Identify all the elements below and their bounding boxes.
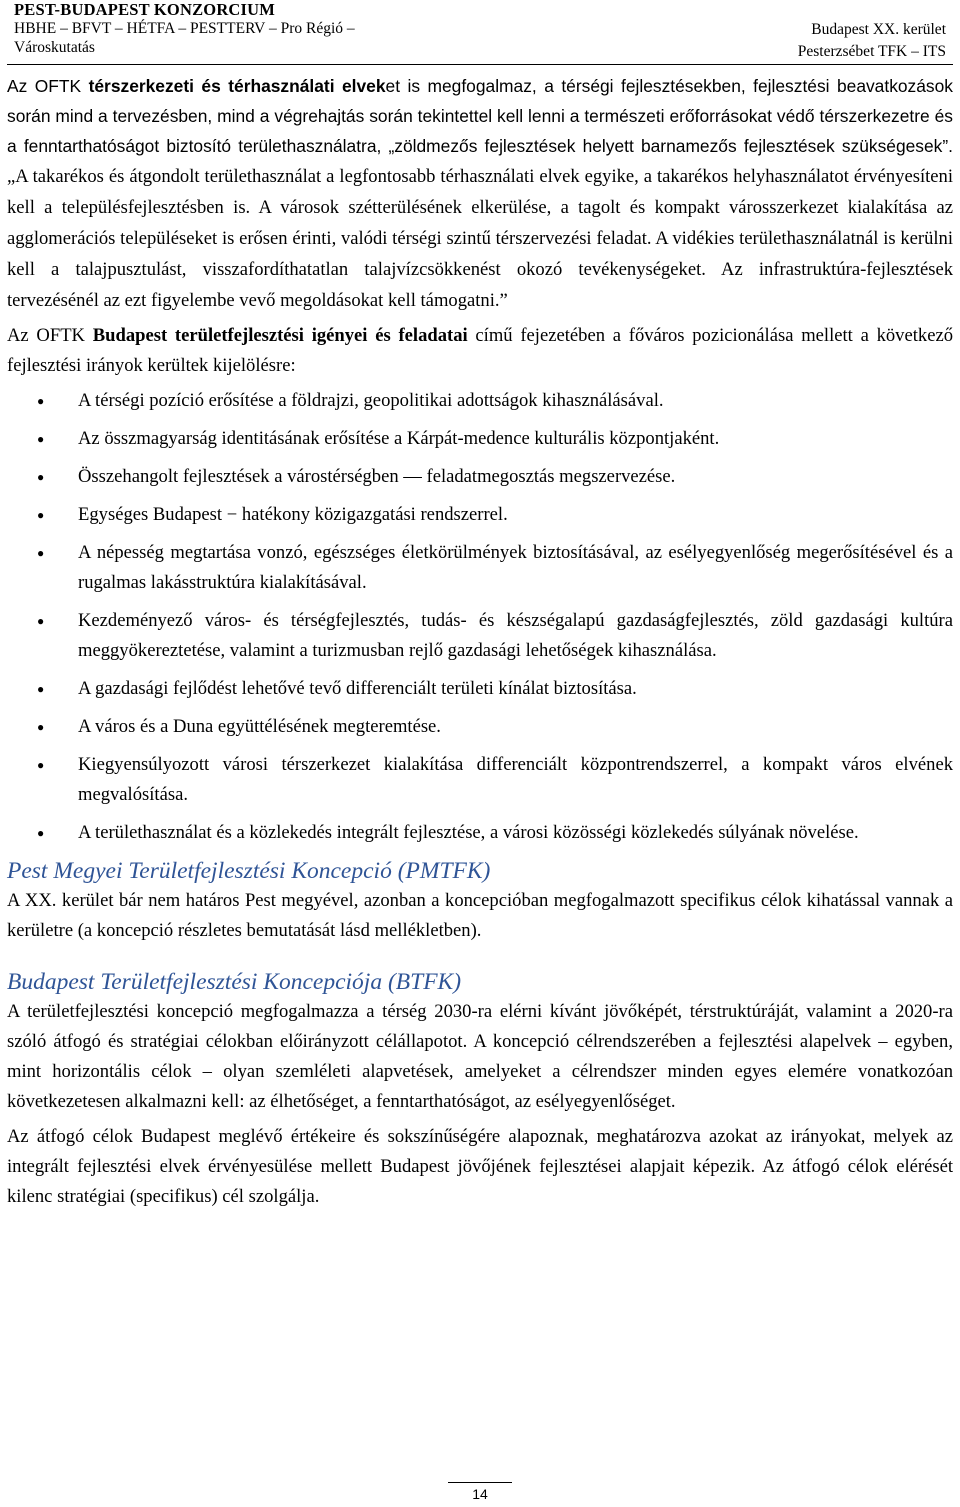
header-document-type: Pesterzsébet TFK – ITS bbox=[797, 43, 946, 60]
list-item-text: A területhasználat és a közlekedés integrált fejlesztése, a városi közösségi közlekedés súlyának növelése. bbox=[78, 822, 859, 843]
bullet-icon: ● bbox=[37, 508, 45, 522]
quote-run: „A takarékos és átgondolt területhasználat a legfontosabb térhasználati elvek egyike, a takarékos helyhasználatot érvényesíteni kell a településfejlesztésben is. bbox=[7, 166, 953, 218]
bullet-icon: ● bbox=[37, 758, 45, 772]
bullet-icon: ● bbox=[37, 394, 45, 408]
page-number: 14 bbox=[448, 1482, 512, 1503]
list-item-text: A térségi pozíció erősítése a földrajzi, geopolitikai adottságok kihasználásával. bbox=[78, 390, 664, 411]
list-item-text: Egységes Budapest − hatékony közigazgatási rendszerrel. bbox=[78, 504, 508, 525]
list-item bbox=[7, 538, 953, 598]
header-partners-cont: Városkutatás bbox=[14, 39, 95, 56]
text-run: Az OFTK bbox=[7, 325, 93, 346]
list-item bbox=[7, 462, 953, 492]
header-partners: HBHE – BFVT – HÉTFA – PESTTERV – Pro Régió – bbox=[14, 20, 355, 37]
list-item bbox=[7, 424, 953, 454]
bold-term: térszerkezeti és térhasználati elvek bbox=[88, 76, 386, 96]
list-item-text: A gazdasági fejlődést lehetővé tevő differenciált területi kínálat biztosítása. bbox=[78, 678, 637, 699]
list-item bbox=[7, 386, 953, 416]
list-item-text: Kiegyensúlyozott városi térszerkezet kialakítása differenciált központrendszerrel, a kompakt város elvének megvalósítása. bbox=[78, 754, 953, 805]
section-heading-btfk: Budapest Területfejlesztési Koncepciója (BTFK) bbox=[7, 969, 462, 995]
text-run: Az OFTK bbox=[7, 76, 89, 96]
text-run: című fejezetében a főváros pozicionálása mellett a következő fejlesztési irányok kerültek kijelölésre: bbox=[7, 325, 953, 376]
list-item bbox=[7, 606, 953, 666]
list-item-text: Összehangolt fejlesztések a várostérségben ― feladatmegosztás megszervezése. bbox=[78, 466, 676, 487]
bullet-icon: ● bbox=[37, 546, 45, 560]
list-item bbox=[7, 818, 953, 848]
list-item-text: Kezdeményező város- és térségfejlesztés, tudás- és készségalapú gazdaságfejlesztés, zöld gazdasági kultúra meggyökereztetése, valamint a turizmusban rejlő gazdasági lehetőségek kihasználása. bbox=[78, 610, 953, 661]
page-header bbox=[7, 0, 953, 65]
page-footer bbox=[0, 1482, 960, 1503]
list-item-text: Az összmagyarság identitásának erősítése a Kárpát-medence kulturális központjaként. bbox=[78, 428, 720, 449]
list-item-text: A népesség megtartása vonzó, egészséges életkörülmények biztosításával, az esélyegyenlőség megerősítésével és a rugalmas lakásstruktúra kialakításával. bbox=[78, 542, 953, 593]
paragraph-pmtfk: A XX. kerület bár nem határos Pest megyével, azonban a koncepcióban megfogalmazott specifikus célok kihatással vannak a kerületre (a koncepció részletes bemutatását lásd mellékletben). bbox=[7, 890, 953, 941]
list-item bbox=[7, 674, 953, 704]
paragraph-btfk-2: Az átfogó célok Budapest meglévő értékeire és sokszínűségére alapoznak, meghatározva azokat az irányokat, melyek az integrált fejlesztési elvek érvényesülése mellett Budapest jövőjének fejlesztései alapjait képezik. Az átfogó célok elérését kilenc stratégiai (specifikus) cél szolgálja. bbox=[7, 1126, 953, 1207]
development-directions-list bbox=[7, 386, 953, 848]
bullet-icon: ● bbox=[37, 682, 45, 696]
bullet-icon: ● bbox=[37, 432, 45, 446]
quote-run-cont: A városok szétterülésének elkerülése, a tagolt és kompakt városszerkezet kialakítása az agglomerációs településeket is erősen érinti, valódi térségi szintű térszervezési feladat. A vidékies területhasználatnál is kerülni kell a talajpusztulást, visszafordíthatatlan talajvízcsökkenést okozó tevékenységeket. Az infrastruktúra-fejlesztések tervezésénél az ezt figyelembe vevő megoldásokat kell támogatni.” bbox=[7, 197, 954, 311]
bullet-icon: ● bbox=[37, 614, 45, 628]
list-item bbox=[7, 500, 953, 530]
paragraph-oftk-budapest bbox=[7, 321, 953, 381]
section-heading-pmtfk: Pest Megyei Területfejlesztési Koncepció (PMTFK) bbox=[7, 858, 491, 884]
list-item-text: A város és a Duna együttélésének megteremtése. bbox=[78, 716, 441, 737]
list-item bbox=[7, 712, 953, 742]
list-item bbox=[7, 750, 953, 810]
document-body bbox=[7, 71, 953, 1212]
header-consortium: PEST-BUDAPEST KONZORCIUM bbox=[14, 0, 276, 19]
header-left bbox=[14, 0, 355, 57]
header-district: Budapest XX. kerület bbox=[811, 21, 946, 38]
bullet-icon: ● bbox=[37, 720, 45, 734]
bullet-icon: ● bbox=[37, 470, 45, 484]
header-right bbox=[798, 19, 946, 63]
bold-term: Budapest területfejlesztési igényei és feladatai bbox=[92, 325, 468, 346]
paragraph-btfk-1: A területfejlesztési koncepció megfogalmazza a térség 2030-ra elérni kívánt jövőképét, térstruktúráját, valamint a 2020-ra szóló átfogó és stratégiai célokban előirányzott célállapotot. A koncepció célrendszerében a fejlesztési alapelvek – egyben, mint horizontális célok – olyan szemléleti alapvetések, amelyeket a célrendszer minden egyes elemére vonatkozóan következetesen alkalmazni kell: az élhetőséget, a fenntarthatóságot, az esélyegyenlőséget. bbox=[7, 1001, 953, 1112]
bullet-icon: ● bbox=[37, 826, 45, 840]
text-run: et is megfogalmaz, a térségi fejlesztésekben, fejlesztési beavatkozások során mind a tervezésben, mind a végrehajtás során tekintettel kell lenni a természeti erőforrásokat védő térszerkezetre és a fenntarthatóságot biztosító területhasználatra, „zöldmezős fejlesztések helyett barnamezős fejlesztések szükségesek”. bbox=[7, 76, 953, 156]
paragraph-oftk-principles bbox=[7, 71, 953, 316]
